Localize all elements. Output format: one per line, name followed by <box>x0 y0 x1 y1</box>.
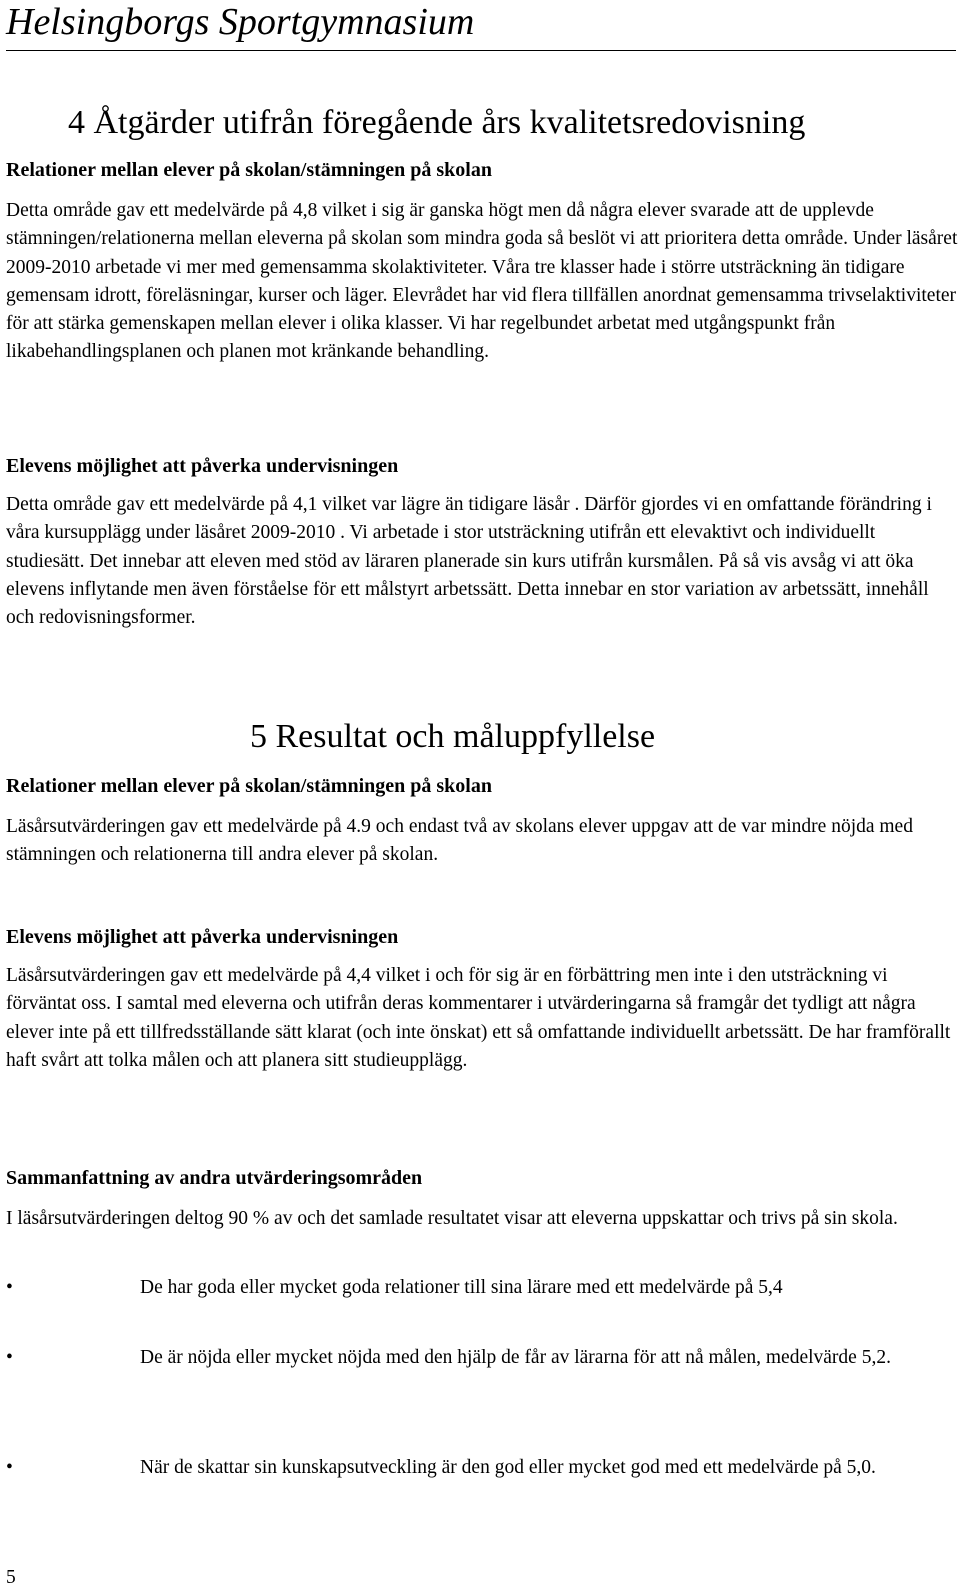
section-5-paragraph-influence: Läsårsutvärderingen gav ett medelvärde på 4,4 vilket i och för sig är en förbättring men inte i den utsträckning vi förväntat oss. I samtal med eleverna och utifrån deras kommentarer i utvärderingarna så framgår det tydligt att några elever inte på ett tillfredsställande sätt klarat (och inte önskat) ett så omfattande individuellt arbetssätt. De har framförallt haft svårt att tolka målen och att planera sitt studieupplägg. <box>6 965 951 1071</box>
list-item-text: De är nöjda eller mycket nöjda med den hjälp de får av lärarna för att nå målen, medelvärde 5,2. <box>140 1347 891 1368</box>
section-4-paragraph-relations: Detta område gav ett medelvärde på 4,8 vilket i sig är ganska högt men då några elever svarade att de upplevde stämningen/relationerna mellan eleverna på skolan som mindra goda så beslöt vi att prioritera detta område. Under läsåret 2009-2010 arbetade vi mer med gemensamma skolaktiviteter. Våra tre klasser hade i större utsträckning än tidigare gemensam idrott, föreläsningar, kurser och läger. Elevrådet har vid flera tillfällen anordnat gemensamma trivselaktiviteter för att stärka gemenskapen mellan elever i olika klasser. Vi har regelbundet arbetat med utgångspunkt från likabehandlingsplanen och planen mot kränkande behandling. <box>6 200 958 363</box>
list-item-text: De har goda eller mycket goda relationer till sina lärare med ett medelvärde på 5,4 <box>140 1277 783 1298</box>
section-5-subheading-influence: Elevens möjlighet att påverka undervisningen <box>6 926 399 948</box>
header-title: Helsingborgs Sportgymnasium <box>6 1 475 43</box>
section-4-subheading-influence: Elevens möjlighet att påverka undervisningen <box>6 455 399 477</box>
section-5-heading: 5 Resultat och måluppfyllelse <box>250 718 656 755</box>
section-5-subheading-summary: Sammanfattning av andra utvärderingsområden <box>6 1167 423 1189</box>
section-4-heading: 4 Åtgärder utifrån föregående års kvalitetsredovisning <box>68 104 806 141</box>
section-5-paragraph-summary: I läsårsutvärderingen deltog 90 % av och det samlade resultatet visar att eleverna uppskattar och trivs på sin skola. <box>6 1208 898 1229</box>
list-item <box>6 1454 956 1482</box>
section-4-subheading-relations: Relationer mellan elever på skolan/stämningen på skolan <box>6 159 492 181</box>
page-number: 5 <box>6 1567 16 1588</box>
list-item <box>6 1274 956 1302</box>
list-item-text: När de skattar sin kunskapsutveckling är den god eller mycket god med ett medelvärde på 5,0. <box>140 1457 876 1478</box>
list-item <box>6 1344 956 1372</box>
section-4-paragraph-influence: Detta område gav ett medelvärde på 4,1 vilket var lägre än tidigare läsår . Därför gjordes vi en omfattande förändring i våra kursupplägg under läsåret 2009-2010 . Vi arbetade i stor utsträckning utifrån ett elevaktivt och individuellt studiesätt. Det innebar att eleven med stöd av läraren planerade sin kurs utifrån kursmålen. På så vis avsåg vi att öka elevens inflytande men även förståelse för ett målstyrt arbetssätt. Detta innebar en stor variation av arbetssätt, innehåll och redovisningsformer. <box>6 494 932 629</box>
bullet-marker: • <box>6 1347 13 1368</box>
bullet-marker: • <box>6 1277 13 1298</box>
page-header <box>6 0 956 51</box>
section-5-paragraph-relations: Läsårsutvärderingen gav ett medelvärde på 4.9 och endast två av skolans elever uppgav att de var mindre nöjda med stämningen och relationerna till andra elever på skolan. <box>6 816 913 866</box>
section-5-subheading-relations: Relationer mellan elever på skolan/stämningen på skolan <box>6 775 492 797</box>
bullet-marker: • <box>6 1457 13 1478</box>
